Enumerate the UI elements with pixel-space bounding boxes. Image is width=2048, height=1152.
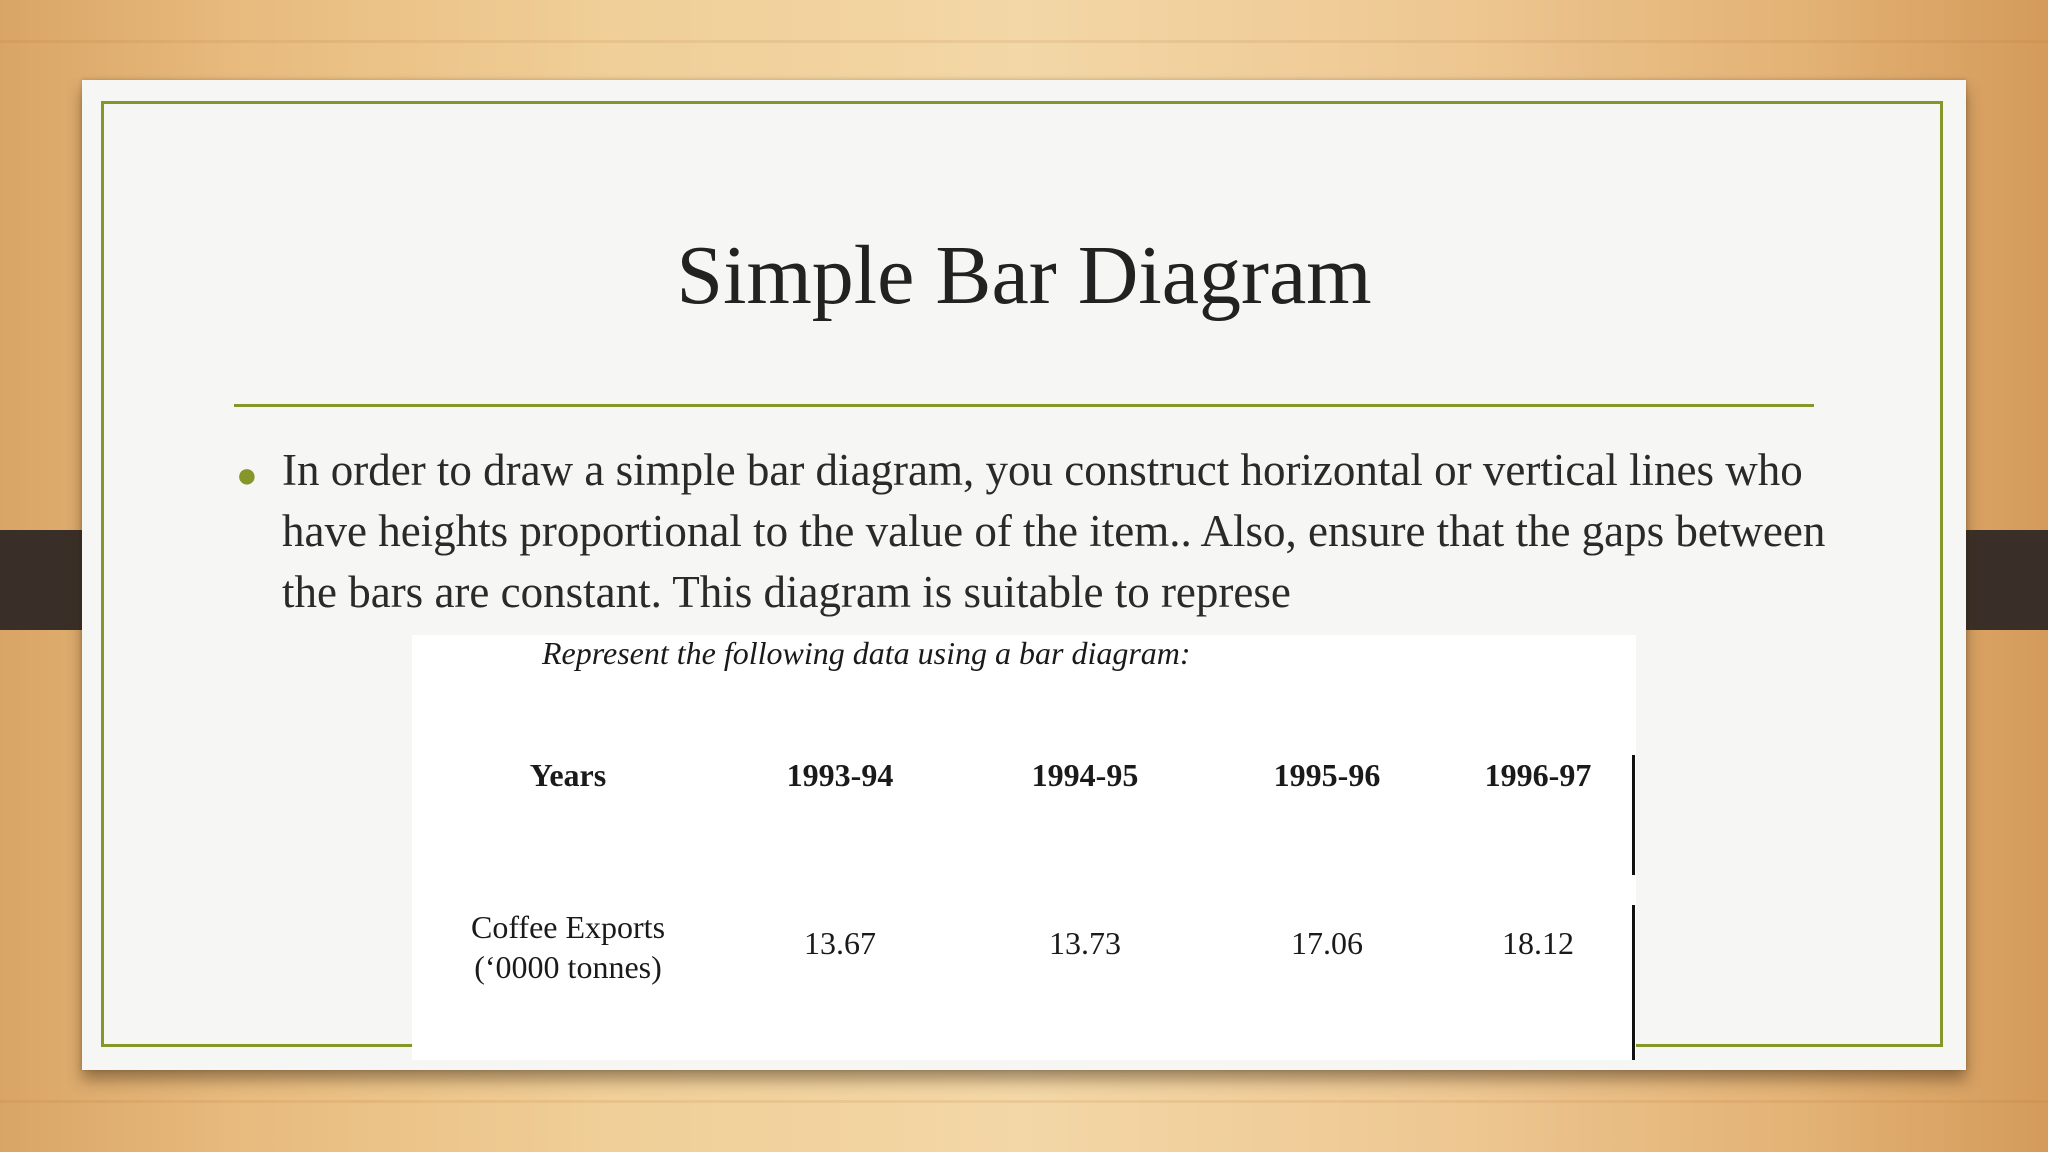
value-1996-97: 18.12 [1502,925,1574,961]
background-grain [0,1100,2048,1103]
row-label [448,907,688,987]
value-1993-94: 13.67 [804,925,876,961]
value-1995-96: 17.06 [1291,925,1363,961]
row-label-line2: (‘0000 tonnes) [474,949,662,985]
bullet-icon: ● [236,455,258,495]
bullet-text: In order to draw a simple bar diagram, you construct horizontal or vertical lines who have heights proportional to the value of the item.. Also, ensure that the gaps between the bars are constant. This diagram is suitable to represe [282,445,1826,617]
header-years: Years [529,757,607,793]
header-1996-97: 1996-97 [1484,757,1592,793]
slide-title: Simple Bar Diagram [676,229,1372,322]
header-1994-95: 1994-95 [1031,757,1139,793]
background-grain [0,40,2048,43]
table-heading: Represent the following data using a bar diagram: [542,635,1191,671]
header-1995-96: 1995-96 [1273,757,1381,793]
value-1994-95: 13.73 [1049,925,1121,961]
data-table-image [412,635,1636,1060]
row-label-line1: Coffee Exports [470,909,666,945]
header-1993-94: 1993-94 [786,757,894,793]
title-divider [234,404,1814,407]
